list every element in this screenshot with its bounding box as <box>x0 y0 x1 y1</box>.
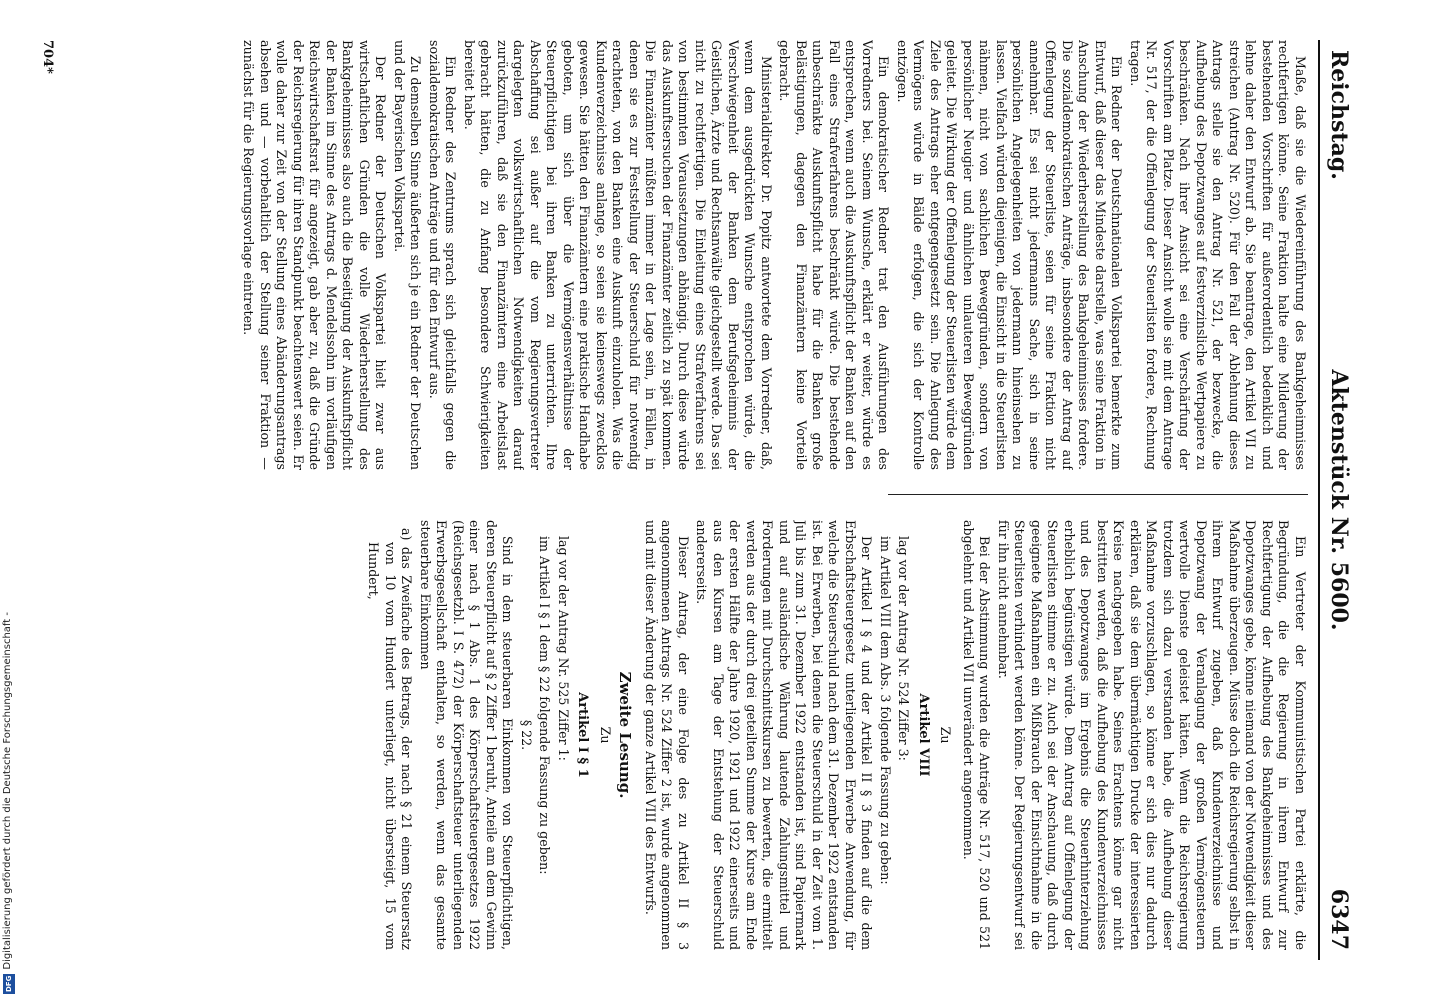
paragraph: im Artikel I § 1 dem § 22 folgende Fassung zu geben: <box>537 536 553 875</box>
sub-item-a: a) das Zweifache des Betrags, der nach § 21 einem Steuersatz von 10 vom Hundert unterliegt, nicht übersteigt, 15 vom Hundert, <box>366 528 415 950</box>
quoted-paragraph: Der Artikel I § 4 und der Artikel II § 3 finden auf die dem Erbschaftsteuergesetz unterliegenden Erwerbe Anwendung, für welche die Steuerschuld nach dem 31. Dezember 1922 entstanden ist. Bei Erwerben, bei denen die Steuerschuld in der Zeit vom 1. Juli bis zum 31. Dezember 1922 entstanden ist, sind Papiermark und auf ausländische Währung lautende Zahlungsmittel und Forderungen mit Durchschnittskursen zu bewerten, die ermittelt werden aus der durch drei geteilten Summe der Kurse am Ende der ersten Hälfte der Jahre 1920, 1921 und 1922 einerseits und aus den Kursen am Tage der Entstehung der Steuerschuld andererseits. <box>694 520 875 950</box>
page-header <box>1318 40 1360 960</box>
heading-zweite-lesung: Zweite Lesung. <box>616 671 635 799</box>
section-22-heading: § 22. <box>519 719 534 751</box>
header-aktenstueck: Aktenstück Nr. 5600. <box>1326 369 1352 631</box>
heading-artikel-i: Artikel I § 1 <box>575 692 591 778</box>
heading-artikel-viii: Artikel VIII <box>916 693 931 777</box>
header-reichstag: Reichstag. <box>1326 50 1352 180</box>
paragraph: Der Redner der Deutschen Volkspartei hielt zwar aus wirtschaftlichen Gründen die volle Wiederherstellung des Bankgeheimnisses also auch die Beseitigung der Auskunftspflicht der Banken im Sinne des Antrags d. Mendelssohn im vorläufigen Reichswirtschaftsrat für angezeigt, gab aber zu, daß die Gründe der Reichsregierung für ihren Standpunkt beachtenswert seien. Er wolle daher zur Zeit von der Stellung eines Abänderungsantrags absehen und — vorbehaltlich der Stellung seiner Fraktion — zunächst für die Regierungsvorlage eintreten. <box>241 40 389 470</box>
paragraph: Bei der Abstimmung wurden die Anträge Nr. 517, 520 und 521 abgelehnt und Artikel VII unverändert angenommen. <box>961 520 993 950</box>
header-page-number: 6347 <box>1326 888 1352 950</box>
right-column <box>70 520 1308 950</box>
paragraph: Sind in dem steuerbaren Einkommen von Steuerpflichtigen, deren Steuerpflicht auf § 2 Ziffer 1 beruht, Anteile am dem Gewinn einer nach § 1 Abs. 1 des Körperschaftsteuergesetzes 1922 (Reichsgesetzbl. I S. 472) der Körperschaftsteuer unterliegenden Erwerbsgesellschaft enthalten, so werden, wenn das gesamte steuerbare Einkommen <box>418 520 516 950</box>
dfg-logo: DFG <box>5 975 13 993</box>
footer-signature-code: 704* <box>40 40 55 74</box>
digitization-credit-text: Digitalisierung gefördert durch die Deutsche Forschungsgemeinschaft - <box>2 612 13 970</box>
paragraph: Ministerialdirektor Dr. Popitz antwortete dem Vorredner, daß, wenn dem ausgedrückten Wunsche entsprochen würde, die Verschwiegenheit der Banken dem Berufsgeheimnis der Geistlichen, Ärzte und Rechtsanwälte gleichgestellt werde. Das sei nicht zu rechtfertigen. Die Einleitung eines Strafverfahrens sei von bestimmten Voraussetzungen abhängig. Durch diese würde das Auskunftsersuchen der Finanzämter zeitlich zu spät kommen. Die Finanzämter müßten immer in der Lage sein, in Fällen, in denen sie es zur Feststellung der Steuerschuld für notwendig erachteten, von den Banken eine Auskunft einzuholen. Was die Kundenverzeichnisse anlange, so seien sie keineswegs zwecklos gewesen. Sie hätten den Finanzämtern eine praktische Handhabe geboten, um sich über die Vermögensverhältnisse der Steuerpflichtigen bei ihren Banken zu unterrichten. Ihre Abschaffung sei außer auf die vom Regierungsvertreter dargelegten volkswirtschaftlichen Notwendigkeiten darauf zurückzuführen, daß sie den Finanzämtern eine Arbeitslast gebracht hätten, die zu Anfang besondere Schwierigkeiten bereitet habe. <box>462 40 774 470</box>
paragraph: Ein Vertreter der Kommunistischen Partei erklärte, die Begründung, die die Regierung in ihrem Entwurf zur Rechtfertigung der Aufhebung des Bankgeheimnisses und des Depotzwanges gebe, könne niemand von der Notwendigkeit dieser Maßnahme überzeugen. Müsse doch die Reichsregierung selbst in ihrem Entwurf zugeben, daß Kundenverzeichnisse und Depotzwang der Veranlagung der großen Vermögensteuern wertvolle Dienste geleistet hätten. Wenn die Reichsregierung trotzdem sich dazu verstanden habe, die Aufhebung dieser Maßnahme vorzuschlagen, so könne er sich dies nur dadurch erklären, daß sie dem übermächtigen Drucke der interessierten Kreise nachgegeben habe. Seines Erachtens könne gar nicht bestritten werden, daß die Aufhebung des Kundenverzeichnisses und des Depotzwanges im Ergebnis die Steuerhinterziehung erheblich begünstigen würde. Dem Antrag auf Offenlegung der Steuerlisten stimme er zu. Auch sei der Anschauung, daß durch geeignete Maßnahmen ein Mißbrauch der Einsichtnahme in die Steuerlisten verhindert werden könne. Der Regierungsentwurf sei für ihn nicht annehmbar. <box>996 520 1308 950</box>
paragraph: Maße, daß sie die Wiedereinführung des Bankgeheimnisses rechtfertigen könne. Seine Fraktion halte eine Milderung der bestehenden Vorschriften für außerordentlich bedenklich und lehne daher den Entwurf ab. Sie beantrage, den Artikel VII zu streichen (Antrag Nr. 520). Für den Fall der Ablehnung dieses Antrags stelle sie den Antrag Nr. 521, der bezwecke, die Aufhebung des Depotzwanges auf festverzinsliche Wertpapiere zu beschränken. Nach ihrer Ansicht sei eine Verschärfung der Vorschriften am Platze. Dieser Ansicht wolle sie mit dem Antrage Nr. 517, der die Offenlegung der Steuerlisten fordere, Rechnung tragen. <box>1128 40 1308 470</box>
paragraph: Ein Redner der Deutschnationalen Volkspartei bemerkte zum Entwurf, daß dieser das Mindeste darstelle, was seine Fraktion in Anschung der Wiederherstellung des Bankgeheimnisses fordere. Die sozialdemokratischen Anträge, insbesondere der Antrag auf Offenlegung der Steuerliste, seien für seine Fraktion nicht annehmbar. Es sei nicht jedermanns Sache, sich in seine persönlichen Angelegenheiten von jedermann hineinsehen zu lassen. Vielfach würden diejenigen, die Einsicht in die Steuerlisten nähmen, nicht von sachlichen Beweggründen, sondern von persönlicher Neugier und ähnlichen unlauteren Beweggründen geleitet. Die Wirkung der Offenlegung der Steuerlisten würde dem Ziele des Antrags eher entgegengesetzt sein. Die Anlegung des Vermögens würde in Bälde erfolgen, die sich der Kontrolle entzögen. <box>895 40 1125 470</box>
column-divider <box>888 494 1308 495</box>
zu-label: Zu <box>938 726 954 744</box>
paragraph: Dieser Antrag, der eine Folge des zu Artikel II § 3 angenommenen Antrags Nr. 524 Ziffer 2 ist, wurde angenommen und mit dieser Änderung der ganze Artikel VIII des Entwurfs. <box>643 520 691 950</box>
paragraph: Ein Redner des Zentrums sprach sich gleichfalls gegen die sozialdemokratischen Anträge und für den Entwurf aus. <box>427 40 459 470</box>
zu-label: Zu <box>598 726 613 744</box>
left-column <box>70 40 1308 470</box>
paragraph: Ein demokratischer Redner trat den Ausführungen des Vorredners bei. Seinem Wunsche, erklärt er weiter, würde es entsprechen, wenn auch die Auskunftspflicht der Banken auf den Fall eines Strafverfahrens beschränkt würde. Die bestehende unbeschränkte Auskunftspflicht habe für die Banken große Belästigungen, dagegen den Finanzämtern keine Vorteile gebracht. <box>777 40 892 470</box>
paragraph: lag vor der Antrag Nr. 524 Ziffer 3: <box>896 536 912 761</box>
paragraph: im Artikel VIII dem Abs. 3 folgende Fassung zu geben: <box>878 536 893 885</box>
paragraph: Zu demselben Sinne äußerten sich je ein Redner der Deutschen und der Bayerischen Volkspartei. <box>392 40 424 470</box>
paragraph: lag vor der Antrag Nr. 525 Ziffer 1: <box>556 536 571 761</box>
